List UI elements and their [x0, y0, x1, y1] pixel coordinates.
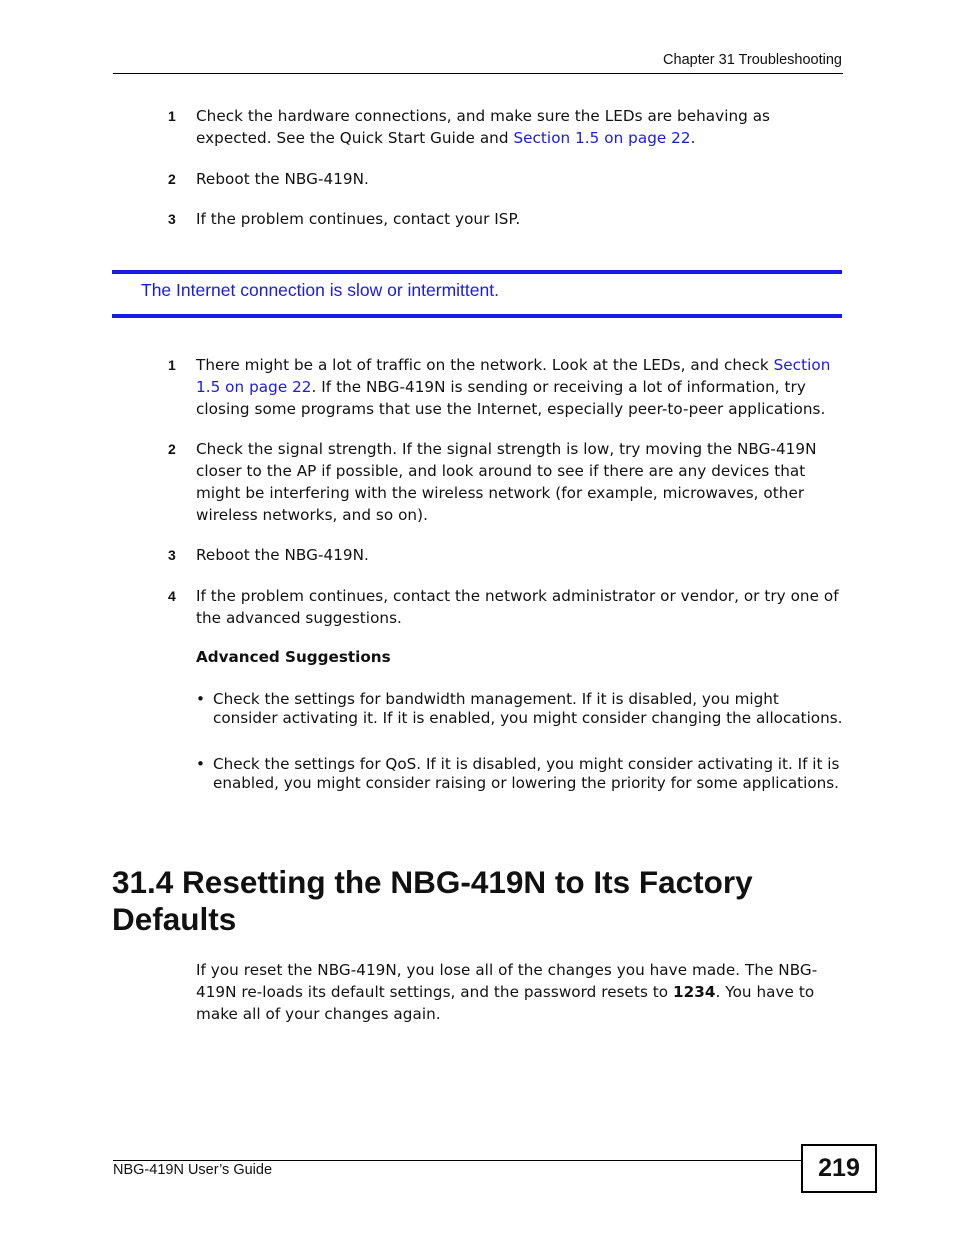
step-number: 3 — [168, 547, 176, 563]
problem-box-bottom-bar — [112, 314, 842, 318]
step-text: Reboot the NBG-419N. — [196, 546, 369, 564]
step-number: 1 — [168, 357, 176, 373]
bullet-text: Check the settings for QoS. If it is disabled, you might consider activating it. If it is enabled, you might consider raising or lowering the priority for some applications. — [213, 755, 840, 792]
default-password: 1234 — [673, 983, 716, 1001]
step-text: If the problem continues, contact your ISP. — [196, 210, 521, 228]
running-header: Chapter 31 Troubleshooting — [663, 52, 842, 68]
step-number: 2 — [168, 441, 176, 457]
step-text: If the problem continues, contact the network administrator or vendor, or try one of the advanced suggestions. — [196, 587, 839, 627]
advanced-suggestions-heading: Advanced Suggestions — [196, 648, 391, 666]
step-text — [196, 354, 846, 420]
bullet-text: Check the settings for bandwidth management. If it is disabled, you might consider activating it. If it is enabled, you might consider changing the allocations. — [213, 690, 843, 727]
step-text-part: . If the NBG-419N is sending or receiving a lot of information, try closing some programs that use the Internet, especially peer-to-peer applications. — [196, 378, 826, 418]
page-number: 219 — [801, 1144, 877, 1193]
section-link[interactable]: Section 1.5 on page 22 — [513, 129, 691, 147]
step-number: 4 — [168, 588, 176, 604]
step-number: 3 — [168, 211, 176, 227]
section-body — [196, 959, 846, 1025]
header-divider — [113, 73, 843, 74]
step-number: 2 — [168, 171, 176, 187]
body-text: If you reset the NBG-419N, you lose all of the changes you have made. The NBG-419N re-loads its default settings, and the password resets to — [196, 961, 818, 1001]
bullet-item — [196, 690, 846, 728]
bullet-dot: • — [196, 690, 205, 708]
step-text — [196, 105, 846, 149]
section-link[interactable]: Section 1.5 on page 22 — [196, 356, 831, 396]
step-text-part: . — [690, 129, 696, 147]
body-text: . You have to make all of your changes again. — [196, 983, 815, 1023]
step-text-part: Check the hardware connections, and make sure the LEDs are behaving as expected. See the Quick Start Guide and — [196, 107, 771, 147]
step-text-part: There might be a lot of traffic on the network. Look at the LEDs, and check — [196, 356, 774, 374]
section-title: 31.4 Resetting the NBG-419N to Its Factory Defaults — [112, 864, 753, 937]
bullet-item — [196, 755, 846, 793]
footer-guide-title: NBG-419N User’s Guide — [113, 1162, 273, 1178]
footer-divider — [113, 1160, 801, 1161]
problem-title: The Internet connection is slow or intermittent. — [141, 280, 499, 300]
step-number: 1 — [168, 108, 176, 124]
bullet-dot: • — [196, 755, 205, 773]
step-text: Reboot the NBG-419N. — [196, 170, 369, 188]
problem-box-top-bar — [112, 270, 842, 274]
step-text: Check the signal strength. If the signal strength is low, try moving the NBG-419N closer to the AP if possible, and look around to see if there are any devices that might be interfering with the wireless network (for example, microwaves, other wireless networks, and so on). — [196, 440, 817, 524]
